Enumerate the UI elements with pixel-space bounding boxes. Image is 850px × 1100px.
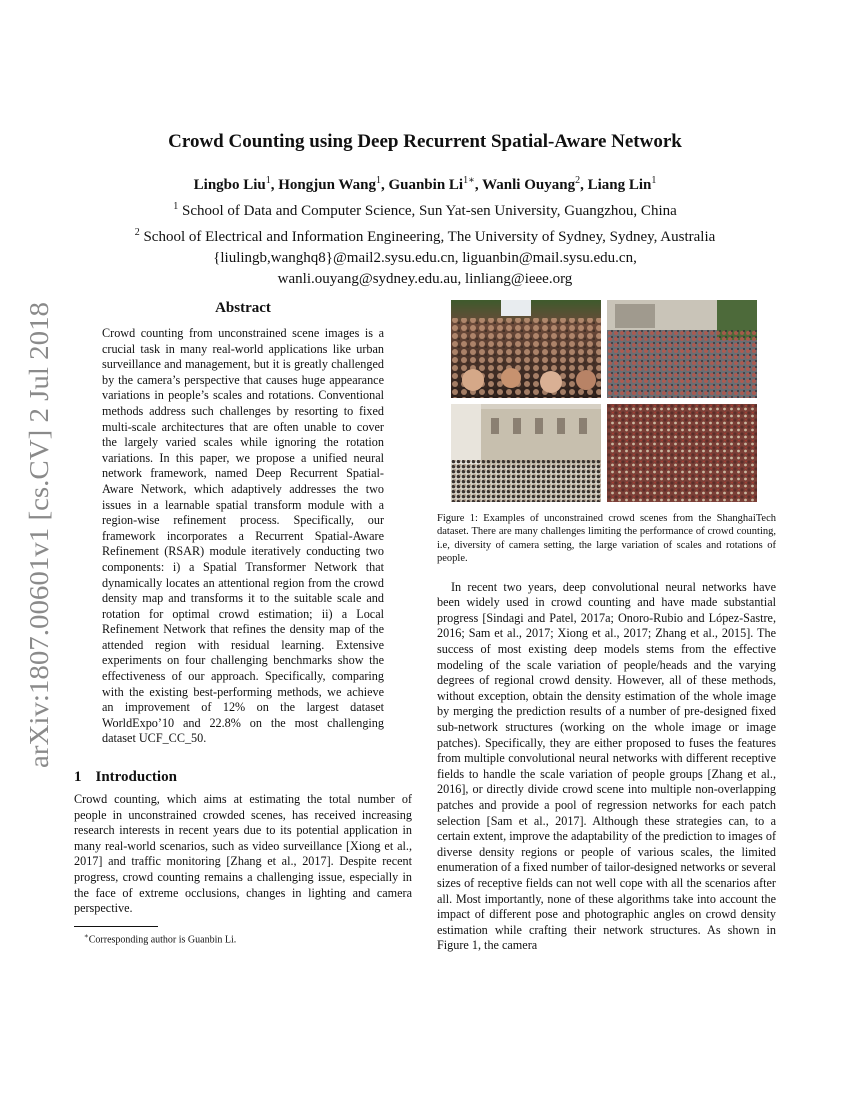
author-mark: 1 — [375, 175, 381, 186]
author-name: Liang Lin — [587, 177, 652, 193]
paper-title: Crowd Counting using Deep Recurrent Spatial-Aware Network — [168, 131, 682, 152]
author-mark: 1∗ — [463, 175, 475, 186]
affiliation-2: $^2$ School of Electrical and Information Engineering, The University of Sydney, Sydney, Australia — [134, 227, 716, 245]
affiliation-1: $^1$ School of Data and Computer Science, Sun Yat-sen University, Guangzhou, China — [173, 201, 677, 219]
footnote-divider — [74, 926, 158, 927]
author-name: Lingbo Liu — [193, 177, 266, 193]
email-line-1[interactable]: {liulingb,wanghq8}@mail2.sysu.edu.cn, liguanbin@mail.sysu.edu.cn, — [213, 250, 637, 266]
author-list: Lingbo Liu$^1$, Hongjun Wang$^1$, Guanbin $Li^{1∗}$, Wanli Ouyang$^2$, Liang Lin$^1$ — [193, 175, 657, 193]
arxiv-id-text: arXiv:1807.00601v1 [cs.CV] 2 Jul 2018 — [24, 333, 54, 768]
author-name: Guanbin Li — [388, 177, 464, 193]
section-heading-introduction — [74, 769, 412, 786]
right-column — [437, 300, 776, 954]
section-number: 1 — [74, 769, 82, 786]
crowd-photo-3 — [451, 404, 601, 502]
arxiv-identifier-stamp — [14, 300, 60, 770]
figure-1-image-grid — [451, 300, 763, 502]
author-mark: 1 — [651, 175, 657, 186]
crowd-photo-4 — [607, 404, 757, 502]
author-name: Wanli Ouyang — [482, 177, 576, 193]
crowd-photo-2 — [607, 300, 757, 398]
section-title: Introduction — [95, 769, 177, 786]
figure-1-caption: Figure 1: Examples of unconstrained crowd scenes from the ShanghaiTech dataset. There are many challenges limiting the performance of crowd counting, i.e, diversity of camera setting, the large variation of scales and rotations of people. — [437, 513, 776, 565]
crowd-photo-1 — [451, 300, 601, 398]
right-column-paragraph: In recent two years, deep convolutional neural networks have been widely used in crowd counting and have made substantial progress [Sindagi and Patel, 2017a; Onoro-Rubio and López-Sastre, 2016; Sam et al., 2017; Xiong et al., 2017; Zhang et al., 2015]. The success of most existing deep models stems from the effective modeling of the scale variation of people/heads and the varying degrees of regional crowd density. However, all of these methods, without exception, obtain the density estimation of the whole image by merging the prediction results of a number of pre-designed fixed sub-network structures (working on the whole image or image patches). Specifically, they are either proposed to fuses the features from multiple convolutional neural networks with different receptive fields to handle the scale variation of people groups [Zhang et al., 2016], or directly divide crowd scene into multiple non-overlapping patches and provide a pool of regression networks for each patch selection [Sam et al., 2017]. Although these strategies can, to a certain extent, improve the adaptability of the prediction to images of diverse density regions or people of various scales, the limited enumeration of a fixed number of tailor-designed networks or several sizes of receptive fields can not well cope with all the scenarios after all. Most importantly, none of these algorithms take into account the impact of different pose and photographic angles on crowd density estimation while crafting their network structures. As shown in Figure 1, the camera — [437, 579, 776, 953]
author-mark: 1 — [265, 175, 271, 186]
footnote: ∗Corresponding author is Guanbin Li. — [84, 931, 237, 946]
abstract-text: Crowd counting from unconstrained scene images is a crucial task in many real-world applications like urban surveillance and management, but it is greatly challenged by the camera’s perspective that causes huge appearance variations in people’s scales and rotations. Conventional methods address such challenges by resorting to fixed multi-scale architectures that are often unable to cover the largely varied scales while ignoring the rotation variations. In this paper, we propose a unified neural network framework, named Deep Recurrent Spatial-Aware Network, which adaptively addresses the two issues in a learnable spatial transform module with a region-wise refinement process. Specifically, our framework incorporates a Recurrent Spatial-Aware Refinement (RSAR) module iteratively conducting two components: i) a Spatial Transformer Network that dynamically locates an attentional region from the crowd density map and transforms it to the suitable scale and rotation for optimal crowd estimation; ii) a Local Refinement Network that refines the density map of the attended region with residual learning. Extensive experiments on four challenging benchmarks show the effectiveness of our approach. Specifically, comparing with the existing best-performing methods, we achieve an improvement of 12% on the largest dataset WorldExpo’10 and 22.8% on the most challenging dataset UCF_CC_50. — [102, 326, 384, 746]
author-mark: 2 — [575, 175, 581, 186]
email-line-2[interactable]: wanli.ouyang@sydney.edu.au, linliang@ieee.org — [277, 271, 573, 287]
author-block — [0, 170, 850, 290]
abstract-heading: Abstract — [215, 300, 271, 316]
introduction-paragraph: Crowd counting, which aims at estimating the total number of people in unconstrained crowded scenes, has received increasing research interests in recent years due to its potential application in many real-world scenarios, such as video surveillance [Xiong et al., 2017] and traffic monitoring [Zhang et al., 2017]. Despite recent progress, crowd counting remains a challenging issue, especially in the face of extreme occlusions, changes in lighting and camera perspective. — [74, 792, 412, 916]
left-column — [74, 300, 412, 946]
author-name: Hongjun Wang — [278, 177, 376, 193]
